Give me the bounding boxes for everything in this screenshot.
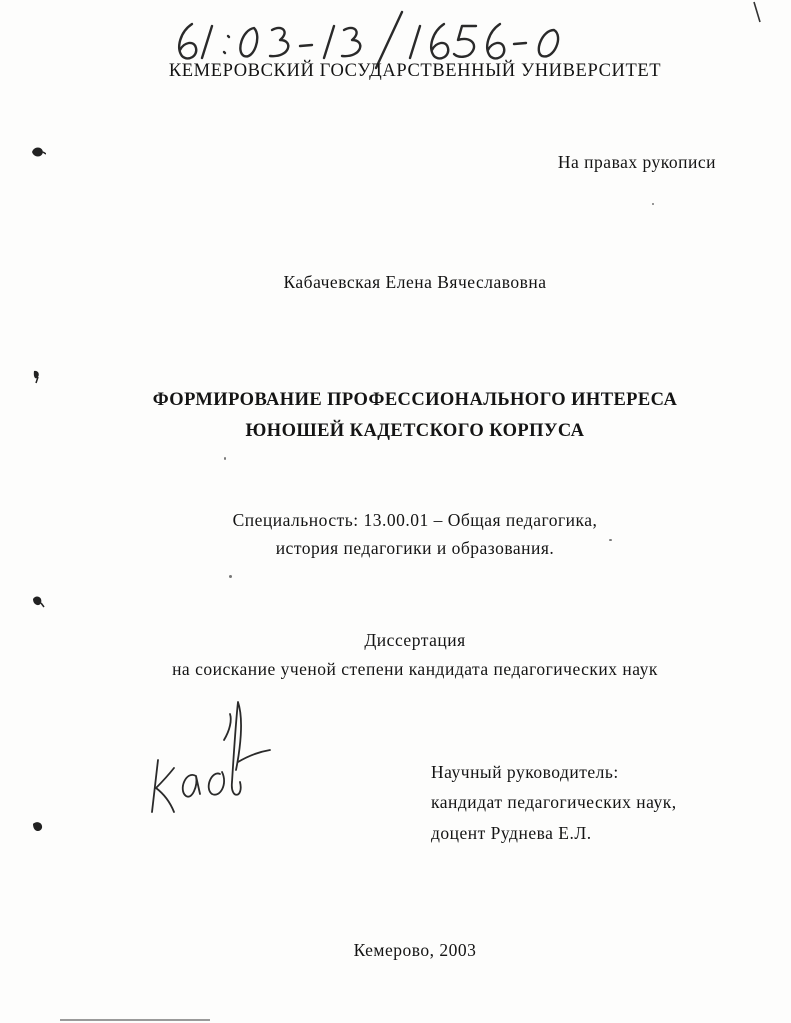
manuscript-note: На правах рукописи: [557, 152, 716, 172]
binder-hole-mark: [30, 144, 46, 160]
scan-speck: [224, 457, 226, 460]
scan-speck: [229, 575, 232, 578]
advisor-name: доцент Руднева Е.Л.: [431, 823, 592, 843]
degree-purpose: на соискание ученой степени кандидата педагогических наук: [172, 659, 658, 679]
thesis-title-line-2: ЮНОШЕЙ КАДЕТСКОГО КОРПУСА: [245, 421, 585, 441]
binder-hole-mark: [30, 819, 46, 835]
specialty-line-2: история педагогики и образования.: [275, 538, 555, 558]
binder-hole-mark: [30, 593, 46, 609]
scan-speck: [652, 203, 654, 205]
specialty-line-1: Специальность: 13.00.01 – Общая педагогика,: [232, 510, 598, 530]
binder-hole-mark: [30, 368, 46, 384]
signature: [140, 690, 280, 820]
city-year: Кемерово, 2003: [353, 940, 477, 960]
advisor-label: Научный руководитель:: [431, 762, 619, 782]
thesis-title-line-1: ФОРМИРОВАНИЕ ПРОФЕССИОНАЛЬНОГО ИНТЕРЕСА: [152, 390, 678, 410]
advisor-degree: кандидат педагогических наук,: [431, 792, 677, 812]
dissertation-label: Диссертация: [364, 630, 466, 650]
bottom-rule: [60, 1019, 210, 1021]
university-name: КЕМЕРОВСКИЙ ГОСУДАРСТВЕННЫЙ УНИВЕРСИТЕТ: [168, 61, 662, 81]
author-name: Кабачевская Елена Вячеславовна: [283, 272, 547, 292]
corner-mark: [748, 0, 768, 30]
scan-speck: [609, 539, 612, 541]
